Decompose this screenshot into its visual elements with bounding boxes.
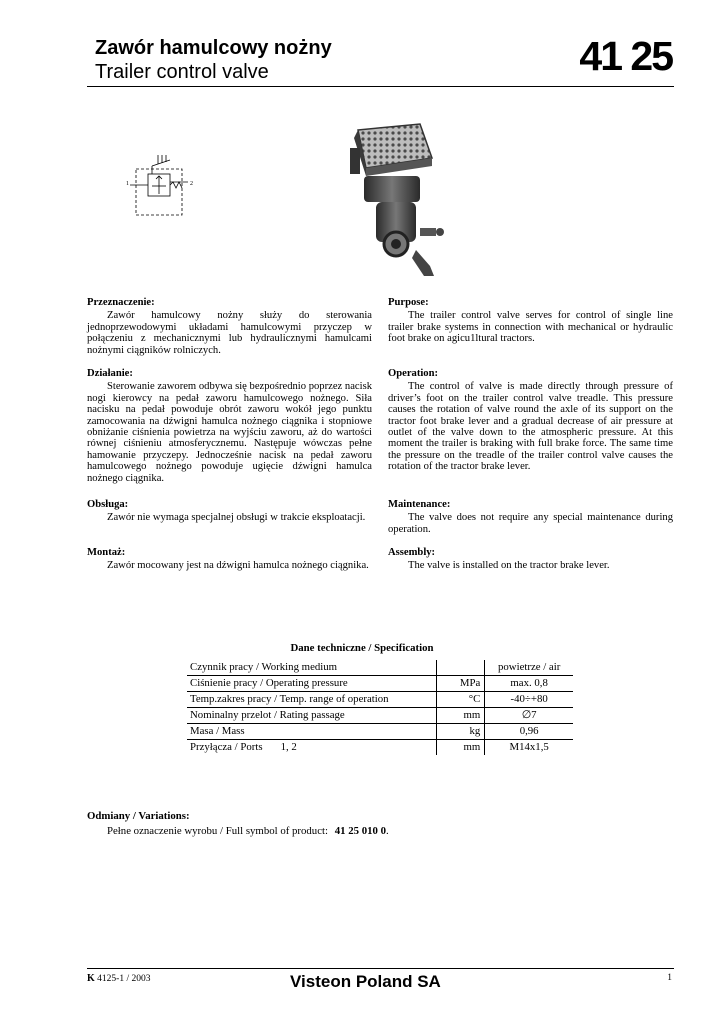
spec-value: ∅7: [485, 708, 573, 724]
header-divider: [87, 86, 674, 87]
footer-divider: [87, 968, 674, 969]
spec-unit: mm: [437, 740, 485, 756]
spec-value: -40÷+80: [485, 692, 573, 708]
section-pl-purpose: [87, 297, 372, 356]
section-body: The control of valve is made directly through pressure of driver’s foot on the trailer control valve treadle. This pressure causes the rotation of valve round the axle of its support on the tractor foot brake lever and a gradual decrease of air pressure at outlet of the valve down to the atmospheric pressure. At this moment the trailer is braking with full brake force. The same time the pressure on the treadle of the trailer control valve causes the rotation of the tractor brake lever.: [388, 381, 673, 473]
spec-unit: kg: [437, 724, 485, 740]
section-en-purpose: [388, 297, 673, 345]
section-heading: Przeznaczenie:: [87, 297, 155, 308]
spec-unit: [437, 660, 485, 676]
page-subtitle: Trailer control valve: [95, 61, 269, 83]
section-body: The valve does not require any special maintenance during operation.: [388, 512, 673, 535]
product-symbol: 41 25 010 0: [334, 825, 386, 837]
spec-param-ports: [187, 740, 437, 756]
section-heading: Purpose:: [388, 297, 429, 308]
section-body: The valve is installed on the tractor brake lever.: [408, 560, 610, 572]
table-row: [187, 724, 573, 740]
spec-param: Masa / Mass: [187, 724, 437, 740]
section-pl-operation: [87, 368, 372, 484]
section-body: Zawór nie wymaga specjalnej obsługi w trakcie eksploatacji.: [107, 512, 366, 524]
spec-port-numbers: 1, 2: [280, 741, 297, 753]
spec-value: max. 0,8: [485, 676, 573, 692]
spec-param: Temp.zakres pracy / Temp. range of operation: [187, 692, 437, 708]
section-heading: Działanie:: [87, 368, 133, 379]
spec-param: Przyłącza / Ports: [190, 741, 263, 753]
table-row: [187, 692, 573, 708]
document-code-prefix: K: [87, 973, 95, 984]
section-heading: Maintenance:: [388, 499, 451, 510]
section-en-assembly: [388, 547, 673, 572]
section-body: The trailer control valve serves for control of single line trailer brake systems in connection with mechanical or hydraulic foot brake on agicu1ltural tractors.: [388, 310, 673, 345]
section-heading: Assembly:: [388, 547, 436, 558]
page-title: Zawór hamulcowy nożny: [95, 37, 332, 59]
variations-text: Pełne oznaczenie wyrobu / Full symbol of product:: [107, 825, 328, 837]
spec-table-title: Dane techniczne / Specification: [290, 642, 434, 654]
spec-value: M14x1,5: [509, 741, 549, 753]
variations-period: .: [386, 825, 389, 837]
company-name: Visteon Poland SA: [290, 972, 441, 991]
table-row: [187, 740, 573, 756]
spec-unit: mm: [437, 708, 485, 724]
document-code-value: 4125-1 / 2003: [97, 974, 151, 984]
section-heading: Operation:: [388, 368, 439, 379]
spec-param: Ciśnienie pracy / Operating pressure: [187, 676, 437, 692]
section-heading: Montaż:: [87, 547, 126, 558]
spec-table: [187, 660, 573, 755]
page-number: 1: [667, 973, 672, 983]
section-en-operation: [388, 368, 673, 473]
spec-value: 0,96: [485, 724, 573, 740]
section-body: Zawór hamulcowy nożny służy do sterowania jednoprzewodowymi układami hamulcowymi przyczep w połączeniu z mechanicznymi lub hydraulicznymi hamulcami nożnymi ciągników rolniczych.: [87, 310, 372, 356]
valve-product-photo: [336, 118, 456, 276]
section-pl-maintenance: [87, 499, 372, 524]
spec-unit: MPa: [437, 676, 485, 692]
section-en-maintenance: [388, 499, 673, 535]
section-body: Zawór mocowany jest na dźwigni hamulca nożnego ciągnika.: [107, 560, 369, 572]
variations-heading: Odmiany / Variations:: [87, 810, 190, 822]
schematic-port-in-label: 1: [126, 181, 129, 187]
spec-param: Czynnik pracy / Working medium: [187, 660, 437, 676]
section-body: Sterowanie zaworem odbywa się bezpośrednio poprzez nacisk nogi kierowcy na pedał zaworu hamulcowego nożnego. Siła nacisku na pedał powoduje obrót zaworu wokół jego punktu zamocowania na dźwigni hamulca nożnego ciągnika i stopniowe obniżanie ciśnienia powietrza na wyjściu zaworu, aż do wartości równej ciśnieniu atmosferycznemu. Następuje wówczas pełne hamowanie przyczepy. Jednocześnie nacisk na pedał zaworu hamulcowego nożnego powoduje ugięcie dźwigni hamulca nożnego ciągnika.: [87, 381, 372, 484]
table-row: [187, 660, 573, 676]
table-row: [187, 708, 573, 724]
section-heading: Obsługa:: [87, 499, 129, 510]
spec-unit: °C: [437, 692, 485, 708]
spec-value: powietrze / air: [485, 660, 573, 676]
schematic-port-out-label: 2: [190, 181, 193, 187]
product-number: 41 25: [579, 33, 672, 79]
variations-line: [107, 825, 389, 837]
table-row: [187, 676, 573, 692]
section-pl-assembly: [87, 547, 372, 572]
valve-schematic-symbol: [122, 152, 202, 222]
spec-param: Nominalny przelot / Rating passage: [187, 708, 437, 724]
document-code: [87, 973, 150, 984]
